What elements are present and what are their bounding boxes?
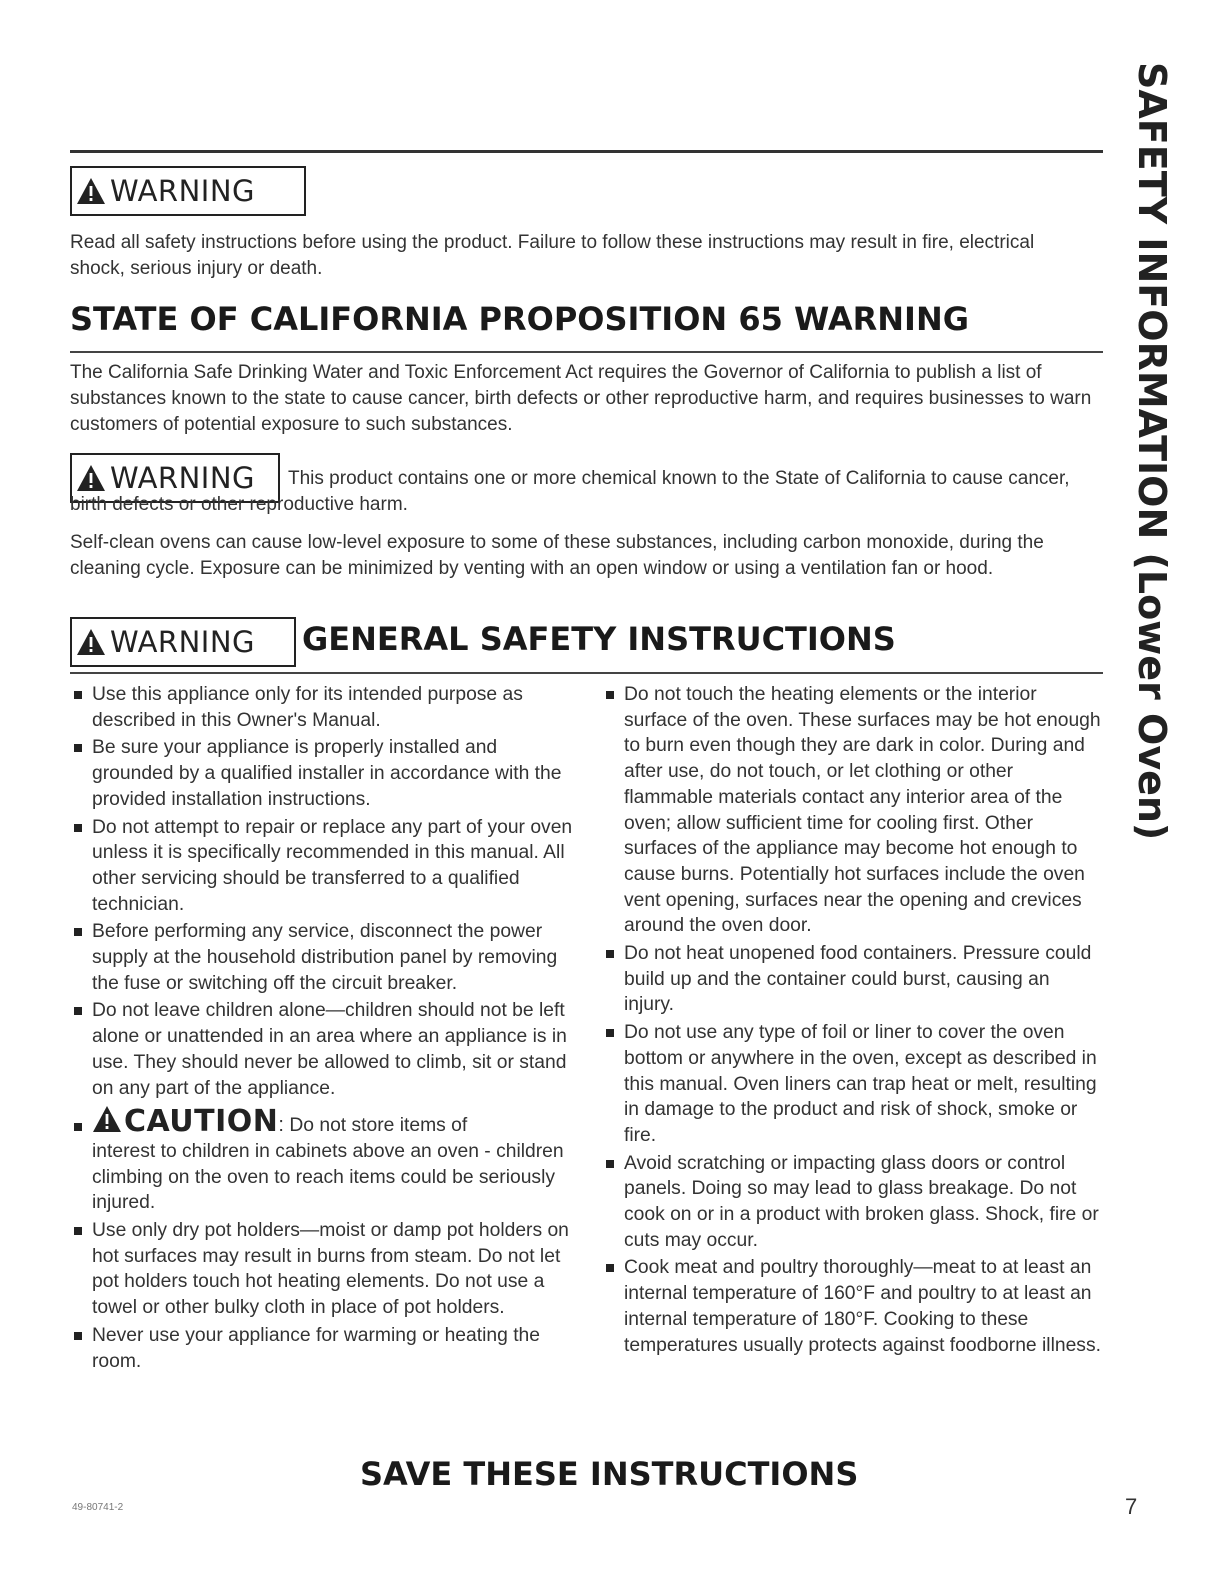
warning-label: WARNING <box>110 625 255 659</box>
caution-triangle-icon <box>92 1105 122 1133</box>
warning-triangle-icon <box>76 177 106 205</box>
bullet-square-icon <box>74 1123 82 1131</box>
caution-separator: : <box>278 1114 284 1137</box>
bullet-square-icon <box>606 1160 614 1168</box>
bullet-square-icon <box>606 950 614 958</box>
list-item: Avoid scratching or impacting glass doors or control panels. Doing so may lead to glass breakage. Do not cook on or in a product with broken glass. Shock, fire or cuts may occur. <box>604 1151 1104 1254</box>
bullet-square-icon <box>74 928 82 936</box>
bullet-square-icon <box>74 824 82 832</box>
general-rule <box>70 672 1103 674</box>
right-bullet-list <box>604 682 1104 1360</box>
side-tab-label: SAFETY INFORMATION (Lower Oven) <box>1130 62 1174 841</box>
bullet-square-icon <box>606 691 614 699</box>
warning-intro-text: Read all safety instructions before using the product. Failure to follow these instructions may result in fire, electrical shock, serious injury or death. <box>70 232 1035 279</box>
bullet-square-icon <box>74 1227 82 1235</box>
caution-text: interest to children in cabinets above an oven - children climbing on the oven to reach items could be seriously injured. <box>92 1140 564 1214</box>
warning-label: WARNING <box>110 174 255 208</box>
warning-triangle-icon <box>76 628 106 656</box>
list-item: Do not leave children alone—children should not be left alone or unattended in an area where an appliance is in use. They should never be allowed to climb, sit or stand on any part of the appliance. <box>72 998 582 1101</box>
list-item: Never use your appliance for warming or heating the room. <box>72 1323 582 1374</box>
top-rule <box>70 150 1103 153</box>
prop65-rule <box>70 351 1103 353</box>
bullet-square-icon <box>606 1264 614 1272</box>
list-item: Be sure your appliance is properly installed and grounded by a qualified installer in accordance with the provided installation instructions. <box>72 735 582 812</box>
warning-badge-general <box>70 617 296 667</box>
page-number: 7 <box>1125 1494 1138 1519</box>
bullet-square-icon <box>606 1029 614 1037</box>
general-safety-title: GENERAL SAFETY INSTRUCTIONS <box>302 620 896 658</box>
bullet-square-icon <box>74 1007 82 1015</box>
left-bullet-list <box>72 682 582 1376</box>
bullet-square-icon <box>74 744 82 752</box>
side-tab <box>1120 62 1190 841</box>
warning-label: WARNING <box>110 461 255 495</box>
caution-label: CAUTION <box>124 1104 279 1140</box>
prop65-intro: The California Safe Drinking Water and Toxic Enforcement Act requires the Governor of California to publish a list of substances known to the state to cause cancer, birth defects or other reproductive harm, and requires businesses to warn customers of potential exposure to such substances. <box>70 362 1092 435</box>
self-clean-text: Self-clean ovens can cause low-level exposure to some of these substances, including carbon monoxide, during the cleaning cycle. Exposure can be minimized by venting with an open window or using a ventilation fan or hood. <box>70 532 1044 579</box>
prop65-title: STATE OF CALIFORNIA PROPOSITION 65 WARNING <box>70 300 969 338</box>
prop65-warning-text: This product contains one or more chemical known to the State of California to cause cancer, birth defects or other reproductive harm. <box>70 468 1070 515</box>
save-instructions-title: SAVE THESE INSTRUCTIONS <box>360 1455 859 1493</box>
list-item: Do not touch the heating elements or the interior surface of the oven. These surfaces may be hot enough to burn even though they are dark in color. During and after use, do not touch, or let clothing or other flammable materials contact any interior area of the oven; allow sufficient time for cooling first. Other surfaces of the appliance may become hot enough to cause burns. Potentially hot surfaces include the oven vent opening, surfaces near the opening and crevices around the oven door. <box>604 682 1104 939</box>
document-code: 49-80741-2 <box>72 1502 124 1513</box>
caution-lead: Do not store items of <box>289 1115 468 1137</box>
list-item: Before performing any service, disconnect the power supply at the household distribution panel by removing the fuse or switching off the circuit breaker. <box>72 919 582 996</box>
bullet-square-icon <box>74 691 82 699</box>
list-item: Do not attempt to repair or replace any part of your oven unless it is specifically recommended in this manual. All other servicing should be transferred to a qualified technician. <box>72 815 582 918</box>
bullet-square-icon <box>74 1332 82 1340</box>
list-item: Use this appliance only for its intended purpose as described in this Owner's Manual. <box>72 682 582 733</box>
list-item: Cook meat and poultry thoroughly—meat to at least an internal temperature of 160°F and poultry to at least an internal temperature of 180°F. Cooking to these temperatures usually protects against foodborne illness. <box>604 1255 1104 1358</box>
caution-item <box>72 1105 582 1216</box>
warning-badge-top <box>70 166 306 216</box>
caution-badge <box>92 1104 278 1139</box>
list-item: Use only dry pot holders—moist or damp pot holders on hot surfaces may result in burns from steam. Do not let pot holders touch hot heating elements. Do not use a towel or other bulky cloth in place of pot holders. <box>72 1218 582 1321</box>
list-item: Do not use any type of foil or liner to cover the oven bottom or anywhere in the oven, except as described in this manual. Oven liners can trap heat or melt, resulting in damage to the product and risk of shock, smoke or fire. <box>604 1020 1104 1149</box>
list-item: Do not heat unopened food containers. Pressure could build up and the container could burst, causing an injury. <box>604 941 1104 1018</box>
